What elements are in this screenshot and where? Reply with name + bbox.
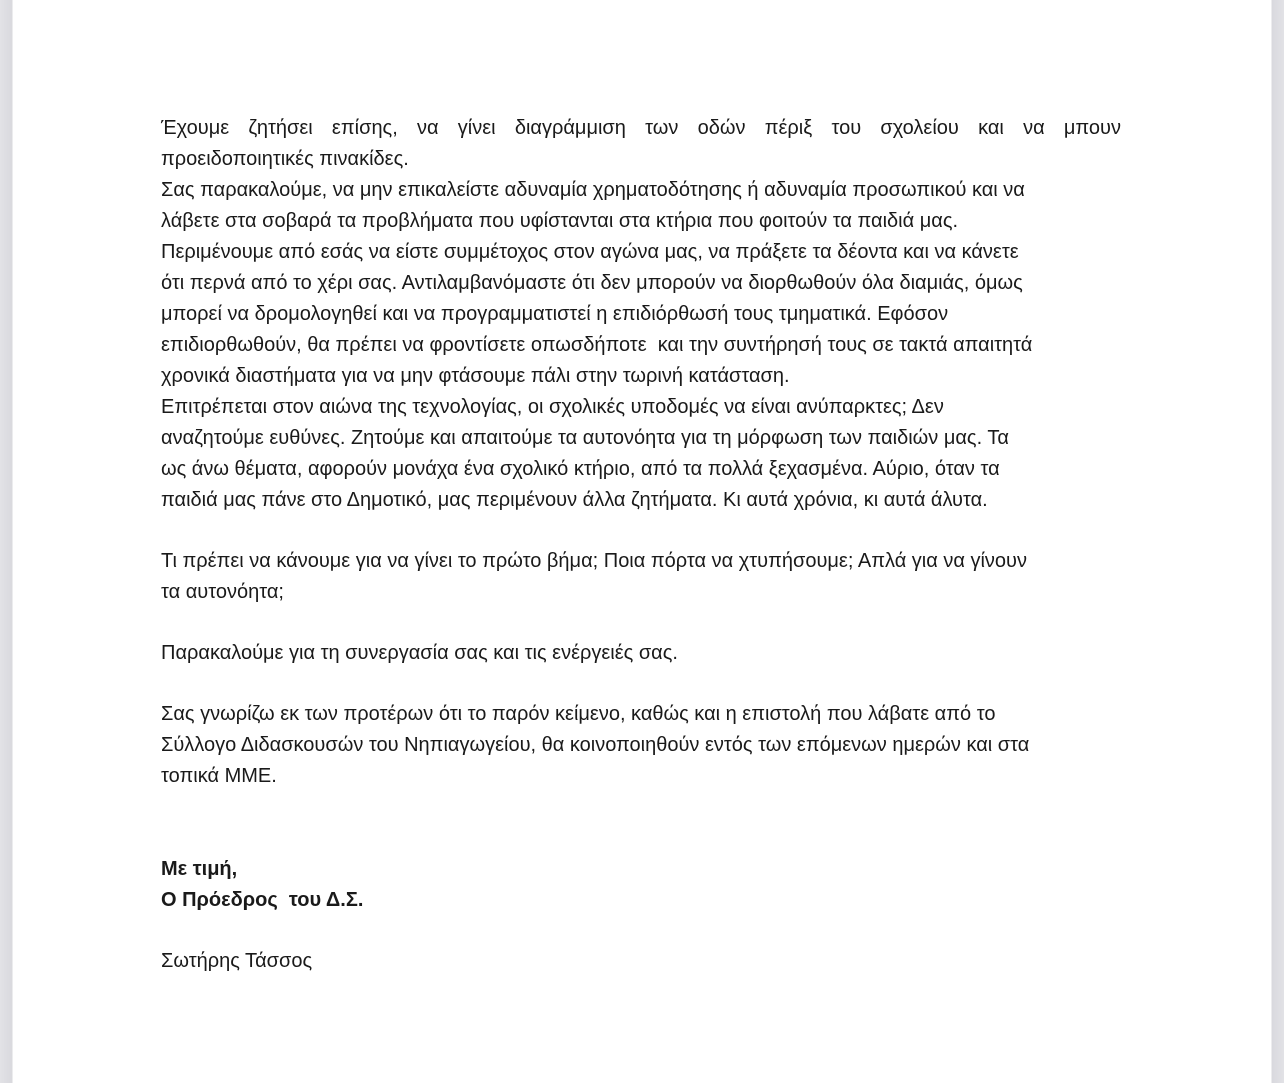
text-line: Τι πρέπει να κάνουμε για να γίνει το πρώτο βήμα; Ποια πόρτα να χτυπήσουμε; Απλά για να γίνουν [161, 550, 1027, 572]
left-page-gutter [0, 0, 13, 1083]
text-line: Έχουμε ζητήσει επίσης, να γίνει διαγράμμιση των οδών πέριξ του σχολείου και να μπουν [161, 117, 1121, 139]
paragraph-road-markings [161, 113, 1121, 175]
text-line: τοπικά ΜΜΕ. [161, 765, 277, 787]
text-line: λάβετε στα σοβαρά τα προβλήματα που υφίστανται στα κτήρια που φοιτούν τα παιδιά μας. [161, 210, 959, 232]
paragraph-spacer [161, 516, 1121, 546]
text-line: μπορεί να δρομολογηθεί και να προγραμματιστεί η επιδιόρθωσή τους τμηματικά. Εφόσον [161, 303, 949, 325]
text-line: χρονικά διαστήματα για να μην φτάσουμε πάλι στην τωρινή κατάσταση. [161, 365, 790, 387]
text-line: προειδοποιητικές πινακίδες. [161, 148, 409, 170]
text-line: παιδιά μας πάνε στο Δημοτικό, μας περιμένουν άλλα ζητήματα. Κι αυτά χρόνια, κι αυτά άλυτα. [161, 489, 988, 511]
right-page-gutter [1271, 0, 1284, 1083]
signatory-title: Ο Πρόεδρος του Δ.Σ. [161, 889, 364, 911]
text-line: αναζητούμε ευθύνες. Ζητούμε και απαιτούμε τα αυτονόητα για τη μόρφωση των παιδιών μας. Τα [161, 427, 1009, 449]
closing-salutation: Με τιμή, [161, 858, 238, 880]
paragraph-spacer [161, 669, 1121, 699]
text-line: επιδιορθωθούν, θα πρέπει να φροντίσετε οπωσδήποτε και την συντήρησή τους σε τακτά απαιτητά [161, 334, 1033, 356]
text-line: Σας γνωρίζω εκ των προτέρων ότι το παρόν κείμενο, καθώς και η επιστολή που λάβατε από το [161, 703, 996, 725]
text-line: Παρακαλούμε για τη συνεργασία σας και τις ενέργειές σας. [161, 642, 678, 664]
text-line: ως άνω θέματα, αφορούν μονάχα ένα σχολικό κτήριο, από τα πολλά ξεχασμένα. Αύριο, όταν τα [161, 458, 1000, 480]
paragraph-questions [161, 546, 1121, 608]
signatory-name: Σωτήρης Τάσσος [161, 950, 313, 972]
signature-spacer [161, 916, 1121, 946]
text-line: Σας παρακαλούμε, να μην επικαλείστε αδυναμία χρηματοδότησης ή αδυναμία προσωπικού και να [161, 179, 1025, 201]
text-line: Περιμένουμε από εσάς να είστε συμμέτοχος στον αγώνα μας, να πράξετε τα δέοντα και να κάνετε [161, 241, 1019, 263]
paragraph-spacer [161, 608, 1121, 638]
signature-block [161, 854, 1121, 977]
text-line: τα αυτονόητα; [161, 581, 284, 603]
text-line: Επιτρέπεται στον αιώνα της τεχνολογίας, οι σχολικές υποδομές να είναι ανύπαρκτες; Δεν [161, 396, 944, 418]
text-line: Σύλλογο Διδασκουσών του Νηπιαγωγείου, θα κοινοποιηθούν εντός των επόμενων ημερών και στα [161, 734, 1030, 756]
paragraph-funding-request [161, 175, 1121, 237]
text-line: ότι περνά από το χέρι σας. Αντιλαμβανόμαστε ότι δεν μπορούν να διορθωθούν όλα διαμιάς, όμως [161, 272, 1023, 294]
letter-body [161, 113, 1121, 977]
paragraph-thanks [161, 638, 1121, 669]
paragraph-expectations [161, 237, 1121, 392]
paragraph-spacer [161, 792, 1121, 854]
paragraph-notice [161, 699, 1121, 792]
paragraph-infrastructure [161, 392, 1121, 516]
